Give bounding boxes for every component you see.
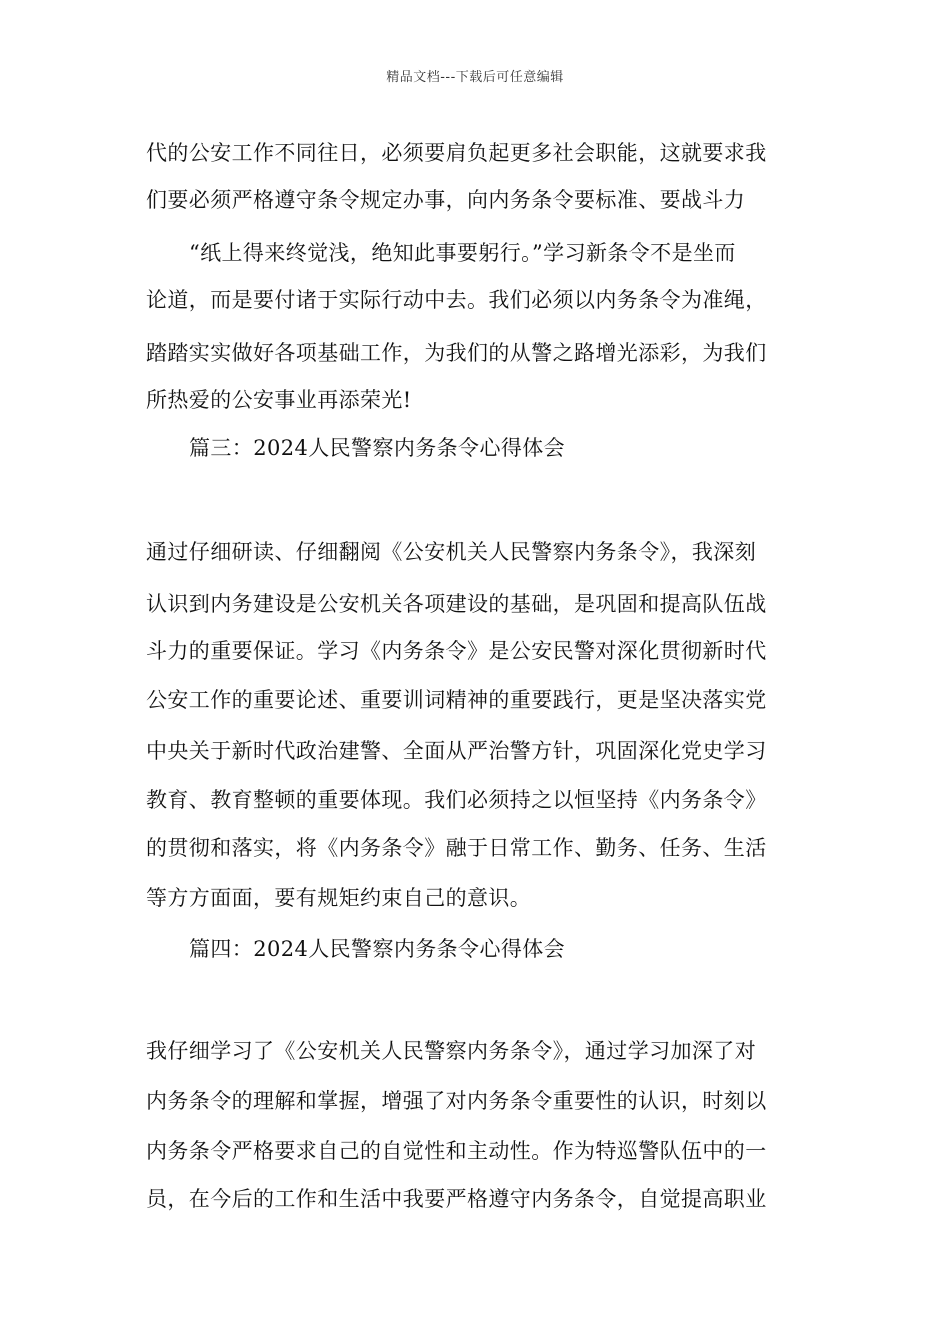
text-line: 认识到内务建设是公安机关各项建设的基础，是巩固和提高队伍战 <box>146 592 767 616</box>
text-line: 公安工作的重要论述、重要训词精神的重要践行，更是坚决落实党 <box>146 688 767 712</box>
text-line: 内务条令严格要求自己的自觉性和主动性。作为特巡警队伍中的一 <box>146 1139 767 1163</box>
text-line: 员，在今后的工作和生活中我要严格遵守内务条令，自觉提高职业 <box>146 1187 767 1211</box>
section-heading: 篇三：2024人民警察内务条令心得体会 <box>189 436 566 460</box>
text-line: 们要必须严格遵守条令规定办事，向内务条令要标准、要战斗力 <box>146 188 746 212</box>
page-header: 精品文档---下载后可任意编辑 <box>386 70 564 85</box>
text-line: 等方方面面，要有规矩约束自己的意识。 <box>146 886 532 910</box>
text-line: 代的公安工作不同往日，必须要肩负起更多社会职能，这就要求我 <box>146 141 767 165</box>
text-line: 斗力的重要保证。学习《内务条令》是公安民警对深化贯彻新时代 <box>146 639 767 663</box>
text-line: “纸上得来终觉浅，绝知此事要躬行。”学习新条令不是坐而 <box>189 241 736 265</box>
text-line: 中央关于新时代政治建警、全面从严治警方针，巩固深化党史学习 <box>146 739 767 763</box>
text-line: 的贯彻和落实，将《内务条令》融于日常工作、勤务、任务、生活 <box>146 836 767 860</box>
text-line: 通过仔细研读、仔细翻阅《公安机关人民警察内务条令》，我深刻 <box>146 540 757 564</box>
text-line: 教育、教育整顿的重要体现。我们必须持之以恒坚持《内务条令》 <box>146 788 767 812</box>
text-line: 我仔细学习了《公安机关人民警察内务条令》，通过学习加深了对 <box>146 1039 757 1063</box>
section-heading: 篇四：2024人民警察内务条令心得体会 <box>189 937 566 961</box>
text-line: 内务条令的理解和掌握，增强了对内务条令重要性的认识，时刻以 <box>146 1089 767 1113</box>
text-line: 踏踏实实做好各项基础工作，为我们的从警之路增光添彩，为我们 <box>146 341 767 365</box>
text-line: 论道，而是要付诸于实际行动中去。我们必须以内务条令为准绳， <box>146 288 767 312</box>
text-line: 所热爱的公安事业再添荣光! <box>146 388 412 412</box>
